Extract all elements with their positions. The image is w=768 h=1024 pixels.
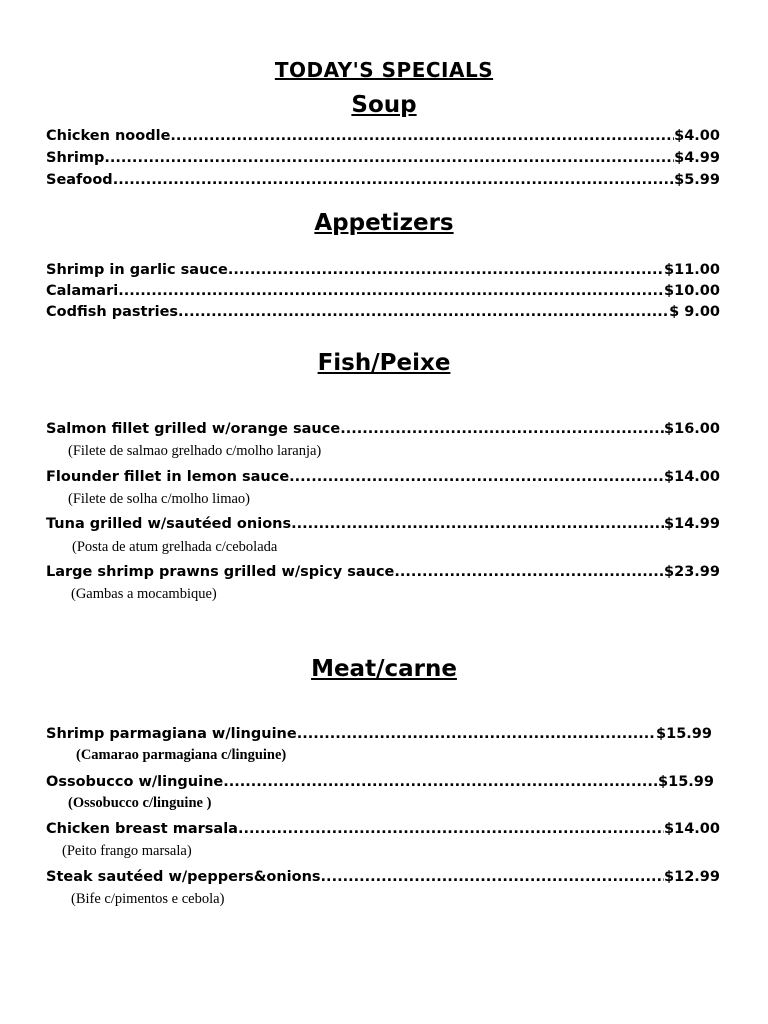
section-title-appetizers: Appetizers	[314, 210, 454, 236]
item-name: Calamari	[46, 283, 119, 299]
item-price: $12.99	[664, 869, 720, 885]
item-price: $14.00	[664, 821, 720, 837]
item-translation: (Posta de atum grelhada c/cebolada	[72, 539, 278, 555]
menu-item	[46, 124, 720, 144]
menu-item	[46, 865, 720, 885]
dot-leader	[291, 516, 664, 532]
menu-item	[46, 817, 720, 837]
item-translation: (Filete de solha c/molho limao)	[68, 491, 251, 507]
dot-leader	[321, 869, 664, 885]
item-name: Large shrimp prawns grilled w/spicy sauce	[46, 564, 395, 580]
dot-leader	[238, 821, 664, 837]
item-translation: (Bife c/pimentos e cebola)	[71, 891, 225, 907]
menu-item	[46, 417, 720, 437]
item-price: $10.00	[664, 283, 720, 299]
item-price: $23.99	[664, 564, 720, 580]
item-name: Ossobucco w/linguine..	[46, 774, 235, 790]
menu-item	[46, 300, 720, 320]
item-price: $5.99	[674, 172, 720, 188]
dot-leader	[228, 262, 664, 278]
page-title: TODAY'S SPECIALS	[274, 58, 494, 82]
menu-item	[46, 465, 720, 485]
menu-item	[46, 770, 714, 790]
item-name: Flounder fillet in lemon sauce	[46, 469, 290, 485]
section-title-meat: Meat/carne	[311, 656, 457, 682]
menu-item	[46, 279, 720, 299]
menu-item	[46, 512, 720, 532]
item-name: Shrimp in garlic sauce	[46, 262, 228, 278]
dot-leader	[289, 469, 664, 485]
menu-item	[46, 560, 720, 580]
item-translation: (Gambas a mocambique)	[71, 586, 217, 602]
dot-leader	[170, 128, 674, 144]
section-title-soup: Soup	[351, 92, 417, 118]
dot-leader	[104, 150, 674, 166]
item-name: Chicken noodle	[46, 128, 171, 144]
item-price: $14.00	[664, 469, 720, 485]
item-price: $14.99	[664, 516, 720, 532]
menu-item	[46, 722, 712, 742]
menu-item	[46, 146, 720, 166]
item-name: Seafood	[46, 172, 113, 188]
item-price: $4.99	[674, 150, 720, 166]
item-name: Chicken breast marsala	[46, 821, 238, 837]
dot-leader	[178, 304, 669, 320]
item-translation: (Filete de salmao grelhado c/molho laranja)	[68, 443, 322, 459]
item-price: $15.99	[656, 726, 712, 742]
item-price: $ 9.00	[669, 304, 720, 320]
item-translation: (Ossobucco c/linguine )	[68, 795, 212, 811]
item-price: $16.00	[664, 421, 720, 437]
section-title-fish: Fish/Peixe	[317, 350, 451, 376]
item-name: Tuna grilled w/sautéed onions	[46, 516, 292, 532]
item-name: Codfish pastries	[46, 304, 179, 320]
item-name: Salmon fillet grilled w/orange sauce	[46, 421, 341, 437]
dot-leader	[297, 726, 656, 742]
menu-item	[46, 168, 720, 188]
item-price: $11.00	[664, 262, 720, 278]
dot-leader	[394, 564, 664, 580]
dot-leader	[113, 172, 674, 188]
item-price: $4.00	[674, 128, 720, 144]
item-name: Steak sautéed w/peppers&onions	[46, 869, 321, 885]
item-translation: (Peito frango marsala)	[62, 843, 192, 859]
menu-item	[46, 258, 720, 278]
dot-leader	[118, 283, 664, 299]
dot-leader	[234, 774, 658, 790]
item-name: Shrimp parmagiana w/linguine	[46, 726, 297, 742]
item-translation: (Camarao parmagiana c/linguine)	[76, 747, 287, 763]
dot-leader	[340, 421, 664, 437]
item-name: Shrimp	[46, 150, 105, 166]
item-price: $15.99	[658, 774, 714, 790]
